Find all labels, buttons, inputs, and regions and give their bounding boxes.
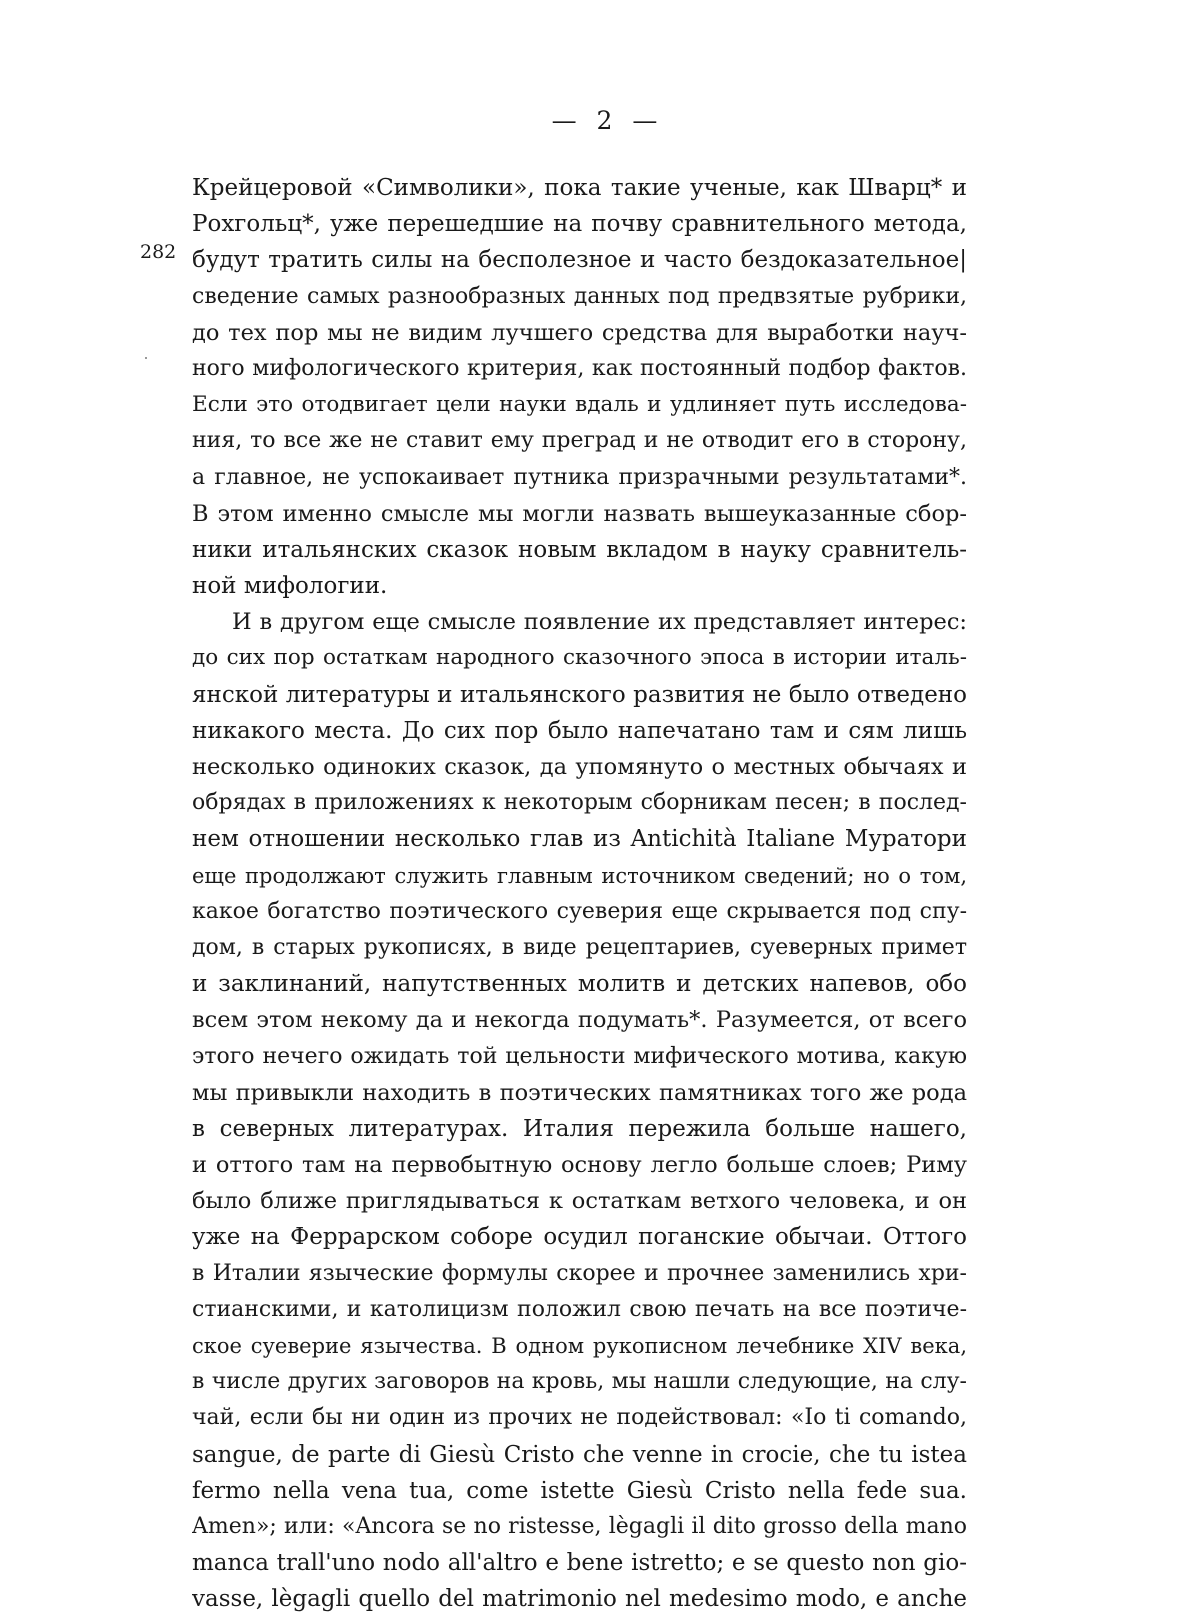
- text-line: сведение самых разнообразных данных под предвзятые рубрики,: [192, 283, 967, 309]
- page-number: — 2 —: [551, 106, 664, 135]
- text-line: Если это отодвигает цели науки вдаль и удлиняет путь исследова-: [192, 392, 967, 418]
- text-line: уже на Феррарском соборе осудил поганские обычаи. Оттого: [192, 1224, 967, 1251]
- text-line: а главное, не успокаивает путника призрачными результатами*.: [192, 464, 967, 490]
- text-line: ного мифологического критерия, как постоянный подбор фактов.: [192, 355, 967, 381]
- margin-page-reference: 282: [140, 241, 177, 263]
- text-line: ники итальянских сказок новым вкладом в науку сравнитель-: [192, 536, 967, 563]
- text-line: и оттого там на первобытную основу легло больше слоев; Риму: [192, 1152, 967, 1179]
- text-line: было ближе приглядываться к остаткам ветхого человека, и он: [192, 1188, 967, 1215]
- text-line: мы привыкли находить в поэтических памятниках того же рода: [192, 1079, 967, 1106]
- text-line: этого нечего ожидать той цельности мифического мотива, какую: [192, 1043, 967, 1069]
- text-line: обрядах в приложениях к некоторым сборникам песен; в послед-: [192, 790, 967, 816]
- text-line: и заклинаний, напутственных молитв и детских напевов, обо: [192, 971, 967, 998]
- text-line: Рохгольц*, уже перешедшие на почву сравнительного метода,: [192, 211, 967, 238]
- text-line: manca trall'uno nodo all'altro e bene istretto; e se questo non gio-: [192, 1550, 967, 1577]
- text-line: в северных литературах. Италия пережила больше нашего,: [192, 1115, 967, 1142]
- text-line: в числе других заговоров на кровь, мы нашли следующие, на слу-: [192, 1369, 967, 1395]
- text-line: несколько одиноких сказок, да упомянуто о местных обычаях и: [192, 754, 967, 780]
- text-line: янской литературы и итальянского развития не было отведено: [192, 681, 967, 708]
- margin-dot: [145, 357, 147, 359]
- text-line: чай, если бы ни один из прочих не подействовал: «Io ti comando,: [192, 1405, 967, 1431]
- text-line: до сих пор остаткам народного сказочного эпоса в истории италь-: [192, 645, 967, 671]
- text-line: ния, то все же не ставит ему преград и не отводит его в сторону,: [192, 428, 967, 454]
- text-line: никакого места. До сих пор было напечатано там и сям лишь: [192, 717, 967, 744]
- paragraph-1: [192, 170, 967, 604]
- text-line: в Италии языческие формулы скорее и прочнее заменились хри-: [192, 1260, 967, 1286]
- text-line: дом, в старых рукописях, в виде рецептариев, суеверных примет: [192, 934, 967, 960]
- text-line: В этом именно смысле мы могли назвать вышеуказанные сбор-: [192, 500, 967, 527]
- text-line: до тех пор мы не видим лучшего средства для выработки науч-: [192, 319, 967, 346]
- text-line: нем отношении несколько глав из Antichità Italiane Муратори: [192, 826, 967, 853]
- text-line: Крейцеровой «Символики», пока такие ученые, как Шварц* и: [192, 175, 967, 201]
- text-line: fermo nella vena tua, come istette Giesù Cristo nella fede sua.: [192, 1477, 967, 1504]
- text-line: sangue, de parte di Giesù Cristo che venne in crocie, che tu istea: [192, 1441, 967, 1468]
- paragraph-2: [192, 604, 967, 1617]
- text-line: всем этом некому да и некогда подумать*. Разумеется, от всего: [192, 1007, 967, 1034]
- text-line: еще продолжают служить главным источником сведений; но о том,: [192, 863, 967, 888]
- text-line: стианскими, и католицизм положил свою печать на все поэтиче-: [192, 1296, 967, 1322]
- text-line: какое богатство поэтического суеверия еще скрывается под спу-: [192, 898, 967, 924]
- text-line: ское суеверие язычества. В одном рукописном лечебнике XIV века,: [192, 1334, 967, 1358]
- text-line: Amen»; или: «Ancora se no ristesse, lègagli il dito grosso della mano: [192, 1513, 967, 1539]
- body-text: [192, 170, 967, 1618]
- text-line: И в другом еще смысле появление их представляет интерес:: [232, 609, 967, 636]
- text-line: ной мифологии.: [192, 573, 388, 600]
- text-line: vasse, lègagli quello del matrimonio nel medesimo modo, e anche: [192, 1586, 967, 1613]
- text-line: будут тратить силы на бесполезное и часто бездоказательное|: [192, 247, 967, 274]
